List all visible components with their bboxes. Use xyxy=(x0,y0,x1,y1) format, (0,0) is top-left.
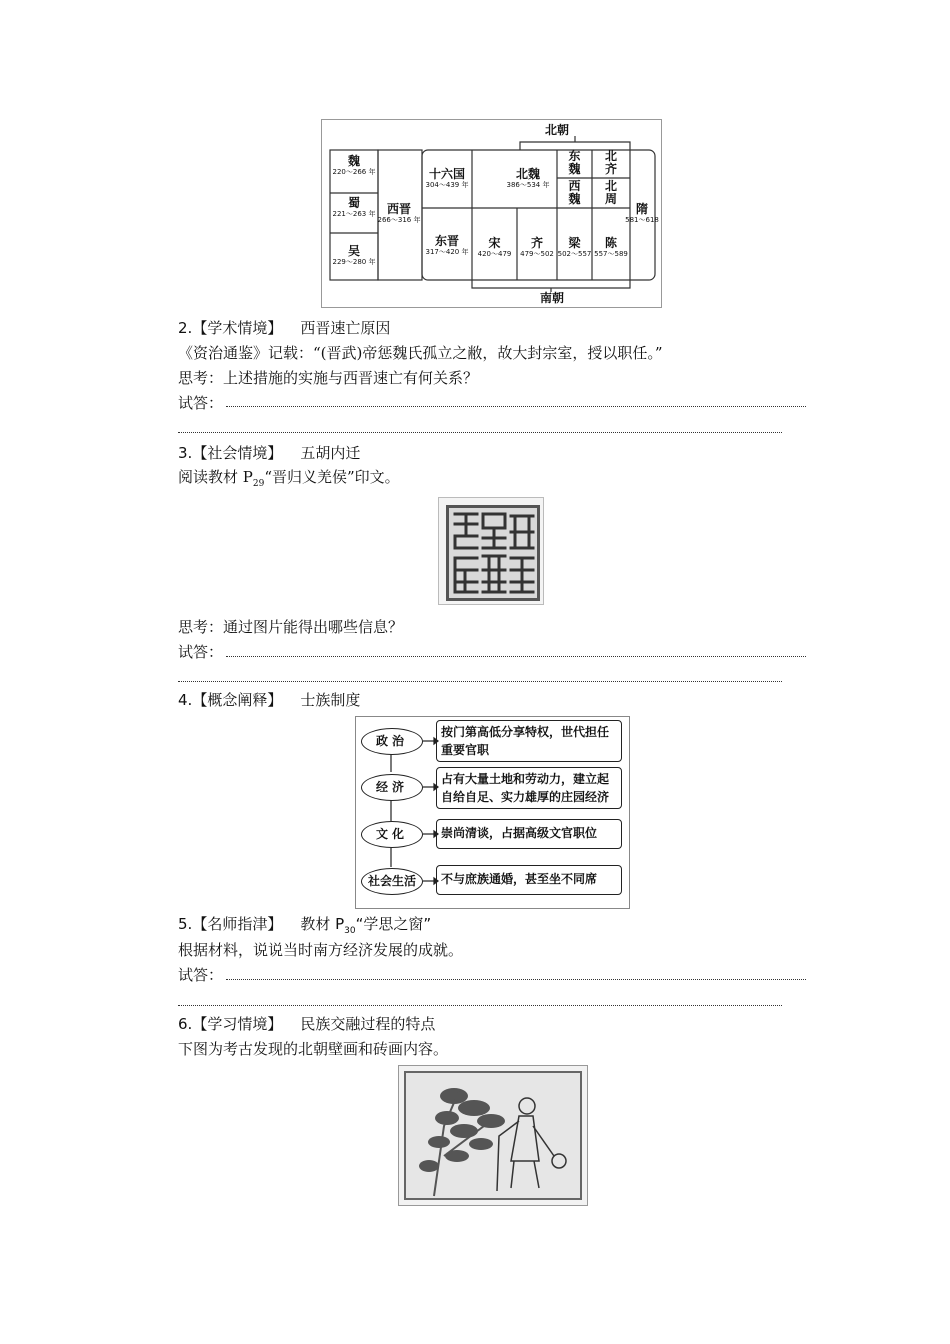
section3-tag: 【社会情境】 xyxy=(192,444,283,462)
chen-cell xyxy=(592,236,630,259)
northern-dynasty-mural-image xyxy=(398,1065,588,1206)
section5-page: 30 xyxy=(344,926,356,936)
section5-answer-line-1[interactable] xyxy=(226,979,806,980)
section6-title: 民族交融过程的特点 xyxy=(300,1015,436,1033)
politics-description: 按门第高低分享特权，世代担任重要官职 xyxy=(436,720,622,762)
north-dynasties-label: 北朝 xyxy=(544,123,569,137)
seal-glyph-marks xyxy=(449,508,537,598)
section6-text: 下图为考古发现的北朝壁画和砖画内容。 xyxy=(178,1040,449,1058)
culture-node: 文化 xyxy=(361,821,423,848)
section4-number: 4. xyxy=(178,691,193,709)
social-life-description: 不与庶族通婚，甚至坐不同席 xyxy=(436,865,622,895)
economy-node: 经济 xyxy=(361,774,423,801)
section2-answer-line-2[interactable] xyxy=(178,432,782,433)
beizhou-name: 北 周 xyxy=(604,179,617,206)
qi-years: 479～502 xyxy=(520,250,554,258)
section2-quote: 《资治通鉴》记载：“(晋武)帝惩魏氏孤立之敝，故大封宗室，授以职任。” xyxy=(178,344,663,362)
dongjin-years: 317～420 年 xyxy=(425,248,469,256)
beiqi-name: 北 齐 xyxy=(604,149,617,176)
wei-cell xyxy=(330,154,378,177)
south-dynasties-label: 南朝 xyxy=(539,291,564,305)
section2-question: 思考：上述措施的实施与西晋速亡有何关系？ xyxy=(178,369,479,387)
section5-heading xyxy=(178,914,431,941)
song-name: 宋 xyxy=(488,236,501,250)
section4-tag: 【概念阐释】 xyxy=(192,691,283,709)
sui-name: 隋 xyxy=(635,202,648,216)
xijin-cell xyxy=(374,202,424,225)
section3-question: 思考：通过图片能得出哪些信息？ xyxy=(178,618,404,636)
qi-name: 齐 xyxy=(530,236,543,250)
section2-title: 西晋速亡原因 xyxy=(300,319,391,337)
liang-cell xyxy=(557,236,592,259)
song-cell xyxy=(472,236,517,259)
sixteen-kingdoms-name: 十六国 xyxy=(428,167,465,181)
section3-answer-line-1[interactable] xyxy=(226,656,806,657)
chen-name: 陈 xyxy=(604,236,617,250)
section3-page: 29 xyxy=(252,479,265,489)
shu-cell xyxy=(330,196,378,219)
beiwei-cell xyxy=(502,167,554,190)
section3-text-after: “晋归义羌侯”印文。 xyxy=(264,468,400,486)
shu-years: 221～263 年 xyxy=(332,210,376,218)
liang-years: 502～557 xyxy=(557,250,592,258)
wei-years: 220～266 年 xyxy=(332,168,376,176)
section3-number: 3. xyxy=(178,444,193,462)
section2-heading xyxy=(178,318,390,338)
chen-years: 557～589 xyxy=(594,250,628,258)
economy-description: 占有大量土地和劳动力，建立起自给自足、实力雄厚的庄园经济 xyxy=(436,767,622,809)
section3-text-before: 阅读教材 P xyxy=(178,468,253,486)
seal-image xyxy=(438,497,544,605)
section4-title: 士族制度 xyxy=(300,691,361,709)
section4-heading xyxy=(178,690,360,710)
section3-text xyxy=(178,467,400,494)
section5-answer-line-2[interactable] xyxy=(178,1005,782,1006)
beiwei-years: 386～534 年 xyxy=(506,181,550,189)
section3-title: 五胡内迁 xyxy=(300,444,361,462)
mural-drawing xyxy=(399,1066,587,1205)
section5-number: 5. xyxy=(178,915,193,933)
section5-text-after: “学思之窗” xyxy=(355,915,432,933)
culture-description: 崇尚清谈，占据高级文官职位 xyxy=(436,819,622,849)
section5-question: 根据材料，说说当时南方经济发展的成就。 xyxy=(178,941,464,959)
section6-heading xyxy=(178,1014,435,1034)
song-years: 420～479 xyxy=(477,250,512,258)
section2-tag: 【学术情境】 xyxy=(192,319,283,337)
section3-answer-line-2[interactable] xyxy=(178,681,782,682)
dongwei-name: 东 魏 xyxy=(568,149,581,176)
wu-name: 吴 xyxy=(347,244,360,258)
section6-tag: 【学习情境】 xyxy=(192,1015,283,1033)
shu-name: 蜀 xyxy=(347,196,360,210)
sui-years: 581～618 xyxy=(625,216,659,224)
dongjin-cell xyxy=(422,234,472,257)
liang-name: 梁 xyxy=(568,236,581,250)
section2-number: 2. xyxy=(178,319,193,337)
section5-text-before: 教材 P xyxy=(300,915,345,933)
section5-tag: 【名师指津】 xyxy=(192,915,283,933)
politics-node: 政治 xyxy=(361,728,423,755)
seal-face xyxy=(446,505,540,601)
gentry-system-diagram xyxy=(355,716,630,909)
beiwei-name: 北魏 xyxy=(515,167,540,181)
section5-answer-label: 试答： xyxy=(178,966,224,984)
qi-cell xyxy=(517,236,557,259)
section2-answer-label: 试答： xyxy=(178,394,224,412)
xijin-name: 西晋 xyxy=(386,202,411,216)
social-life-node: 社会生活 xyxy=(361,868,423,895)
dongjin-name: 东晋 xyxy=(434,234,459,248)
section3-answer-label: 试答： xyxy=(178,643,224,661)
section6-number: 6. xyxy=(178,1015,193,1033)
wu-cell xyxy=(330,244,378,267)
xijin-years: 266～316 年 xyxy=(377,216,421,224)
wu-years: 229～280 年 xyxy=(332,258,376,266)
wei-name: 魏 xyxy=(347,154,360,168)
dynasty-chart xyxy=(321,119,662,308)
section3-heading xyxy=(178,443,360,463)
sixteen-kingdoms-cell xyxy=(422,167,472,190)
sixteen-kingdoms-years: 304～439 年 xyxy=(425,181,469,189)
section2-answer-line-1[interactable] xyxy=(226,406,806,407)
sui-cell xyxy=(624,202,660,225)
xiwei-name: 西 魏 xyxy=(568,179,581,206)
